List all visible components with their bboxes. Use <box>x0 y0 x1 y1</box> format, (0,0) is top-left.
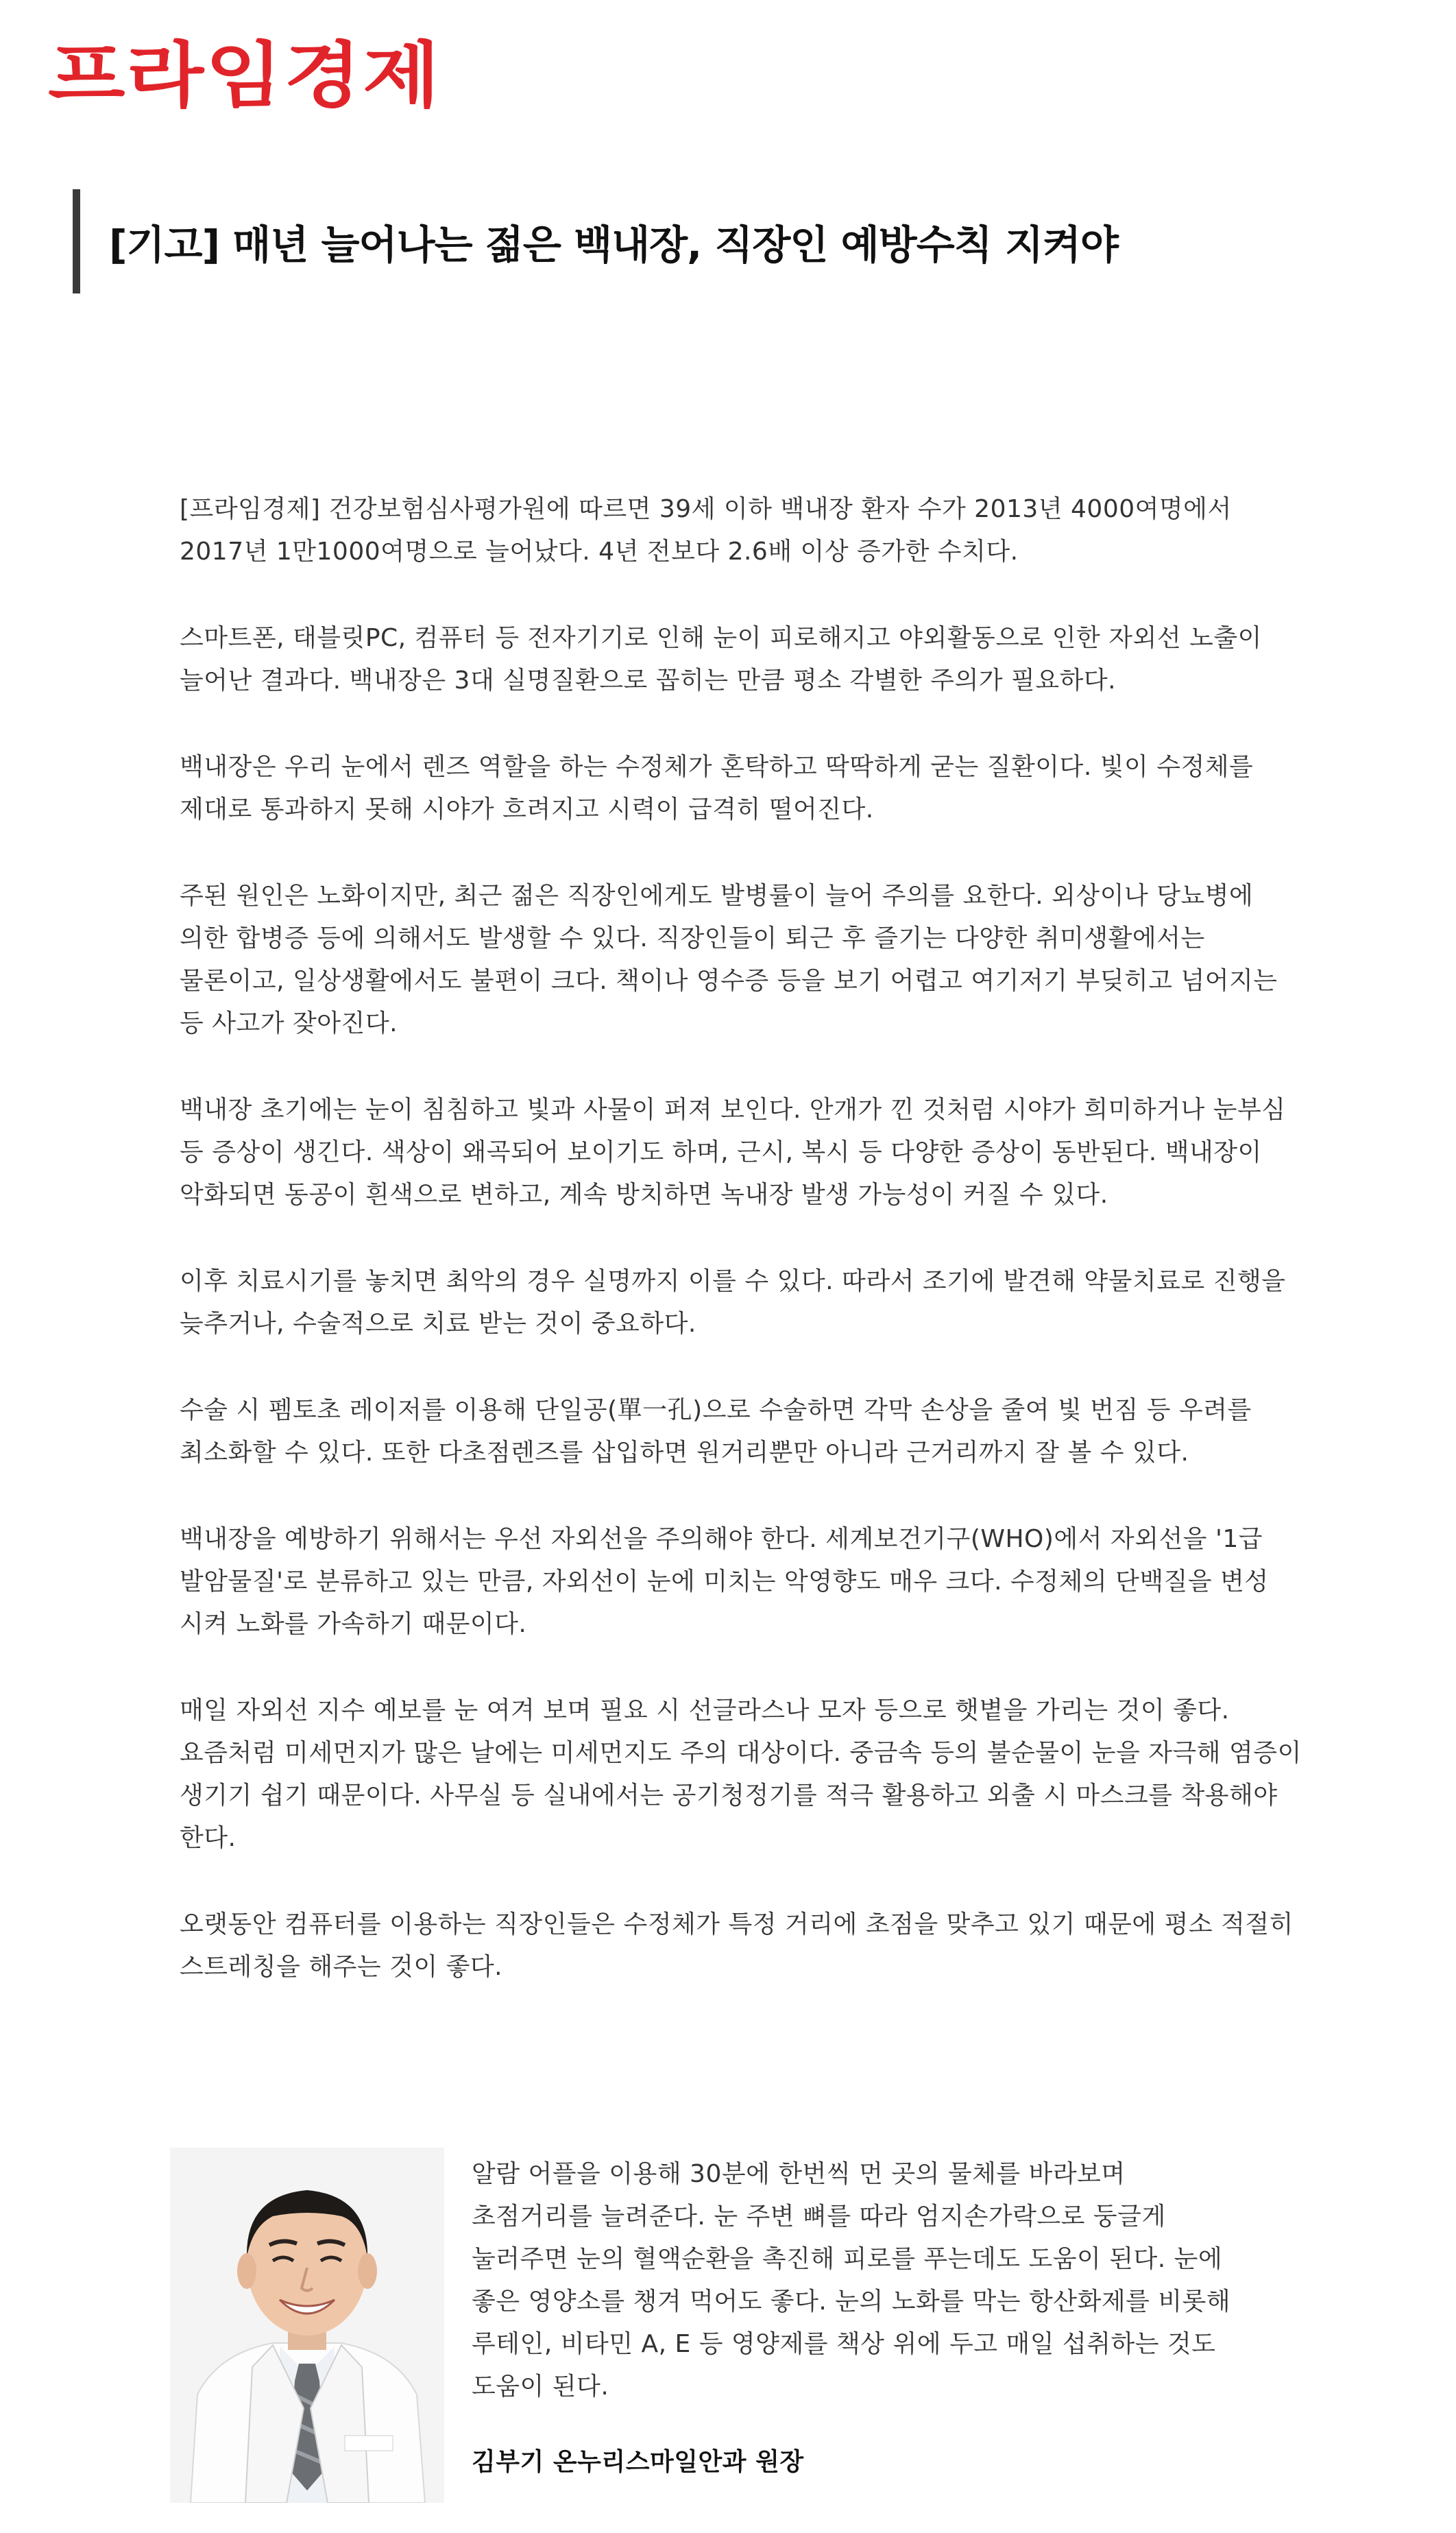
paragraph: 백내장을 예방하기 위해서는 우선 자외선을 주의해야 한다. 세계보건기구(WHO)에서 자외선을 '1급 발암물질'로 분류하고 있는 만큼, 자외선이 눈에 미치는 악영향도 매우 크다. 수정체의 단백질을 변성 시켜 노화를 가속하기 때문이다. <box>180 1525 1269 1638</box>
paragraph: 매일 자외선 지수 예보를 눈 여겨 보며 필요 시 선글라스나 모자 등으로 햇볕을 가리는 것이 좋다. 요즘처럼 미세먼지가 많은 날에는 미세먼지도 주의 대상이다. 중금속 등의 불순물이 눈을 자극해 염증이 생기기 쉽기 때문이다. 사무실 등 실내에서는 공기청정기를 적극 활용하고 외출 시 마스크를 착용해야 한다. <box>180 1696 1302 1852</box>
author-photo <box>170 2148 444 2503</box>
logo-text: 프라임경제 <box>48 34 441 117</box>
headline-block <box>73 189 1375 293</box>
article-body <box>180 488 1304 2032</box>
author-section <box>170 2148 1308 2504</box>
paragraph: 이후 치료시기를 놓치면 최악의 경우 실명까지 이를 수 있다. 따라서 조기에 발견해 약물치료로 진행을 늦추거나, 수술적으로 치료 받는 것이 중요하다. <box>180 1267 1286 1338</box>
paragraph: 백내장 초기에는 눈이 침침하고 빛과 사물이 퍼져 보인다. 안개가 낀 것처럼 시야가 희미하거나 눈부심 등 증상이 생긴다. 색상이 왜곡되어 보이기도 하며, 근시, 복시 등 다양한 증상이 동반된다. 백내장이 악화되면 동공이 흰색으로 변하고, 계속 방치하면 녹내장 발생 가능성이 커질 수 있다. <box>180 1096 1286 1209</box>
paragraph: 수술 시 펨토초 레이저를 이용해 단일공(單一孔)으로 수술하면 각막 손상을 줄여 빛 번짐 등 우려를 최소화할 수 있다. 또한 다초점렌즈를 삽입하면 원거리뿐만 아니라 근거리까지 잘 볼 수 있다. <box>180 1396 1252 1467</box>
paragraph: 주된 원인은 노화이지만, 최근 젊은 직장인에게도 발병률이 늘어 주의를 요한다. 외상이나 당뇨병에 의한 합병증 등에 의해서도 발생할 수 있다. 직장인들이 퇴근 후 즐기는 다양한 취미생활에서는 물론이고, 일상생활에서도 불편이 크다. 책이나 영수증 등을 보기 어렵고 여기저기 부딪히고 넘어지는 등 사고가 잦아진다. <box>180 882 1278 1037</box>
paragraph: [프라임경제] 건강보험심사평가원에 따르면 39세 이하 백내장 환자 수가 2013년 4000여명에서 2017년 1만1000여명으로 늘어났다. 4년 전보다 2.6배 이상 증가한 수치다. <box>180 495 1232 566</box>
paragraph: 오랫동안 컴퓨터를 이용하는 직장인들은 수정체가 특정 거리에 초점을 맞추고 있기 때문에 평소 적절히 스트레칭을 해주는 것이 좋다. <box>180 1910 1294 1981</box>
author-byline: 김부기 온누리스마일안과 원장 <box>472 2448 804 2476</box>
paragraph: 알람 어플을 이용해 30분에 한번씩 먼 곳의 물체를 바라보며 초점거리를 늘려준다. 눈 주변 뼈를 따라 엄지손가락으로 둥글게 눌러주면 눈의 혈액순환을 촉진해 피로를 푸는데도 도움이 된다. 눈에 좋은 영양소를 챙겨 먹어도 좋다. 눈의 노화를 막는 항산화제를 비롯해 루테인, 비타민 A, E 등 영양제를 책상 위에 두고 매일 섭취하는 것도 도움이 된다. <box>472 2160 1231 2401</box>
paragraph: 스마트폰, 태블릿PC, 컴퓨터 등 전자기기로 인해 눈이 피로해지고 야외활동으로 인한 자외선 노출이 늘어난 결과다. 백내장은 3대 실명질환으로 꼽히는 만큼 평소 각별한 주의가 필요하다. <box>180 624 1262 695</box>
paragraph: 백내장은 우리 눈에서 렌즈 역할을 하는 수정체가 혼탁하고 딱딱하게 굳는 질환이다. 빛이 수정체를 제대로 통과하지 못해 시야가 흐려지고 시력이 급격히 떨어진다. <box>180 753 1254 824</box>
article-headline: [기고] 매년 늘어나는 젊은 백내장, 직장인 예방수칙 지켜야 <box>109 221 1119 268</box>
site-logo[interactable] <box>48 34 441 117</box>
final-paragraph-block <box>472 2153 1253 2408</box>
